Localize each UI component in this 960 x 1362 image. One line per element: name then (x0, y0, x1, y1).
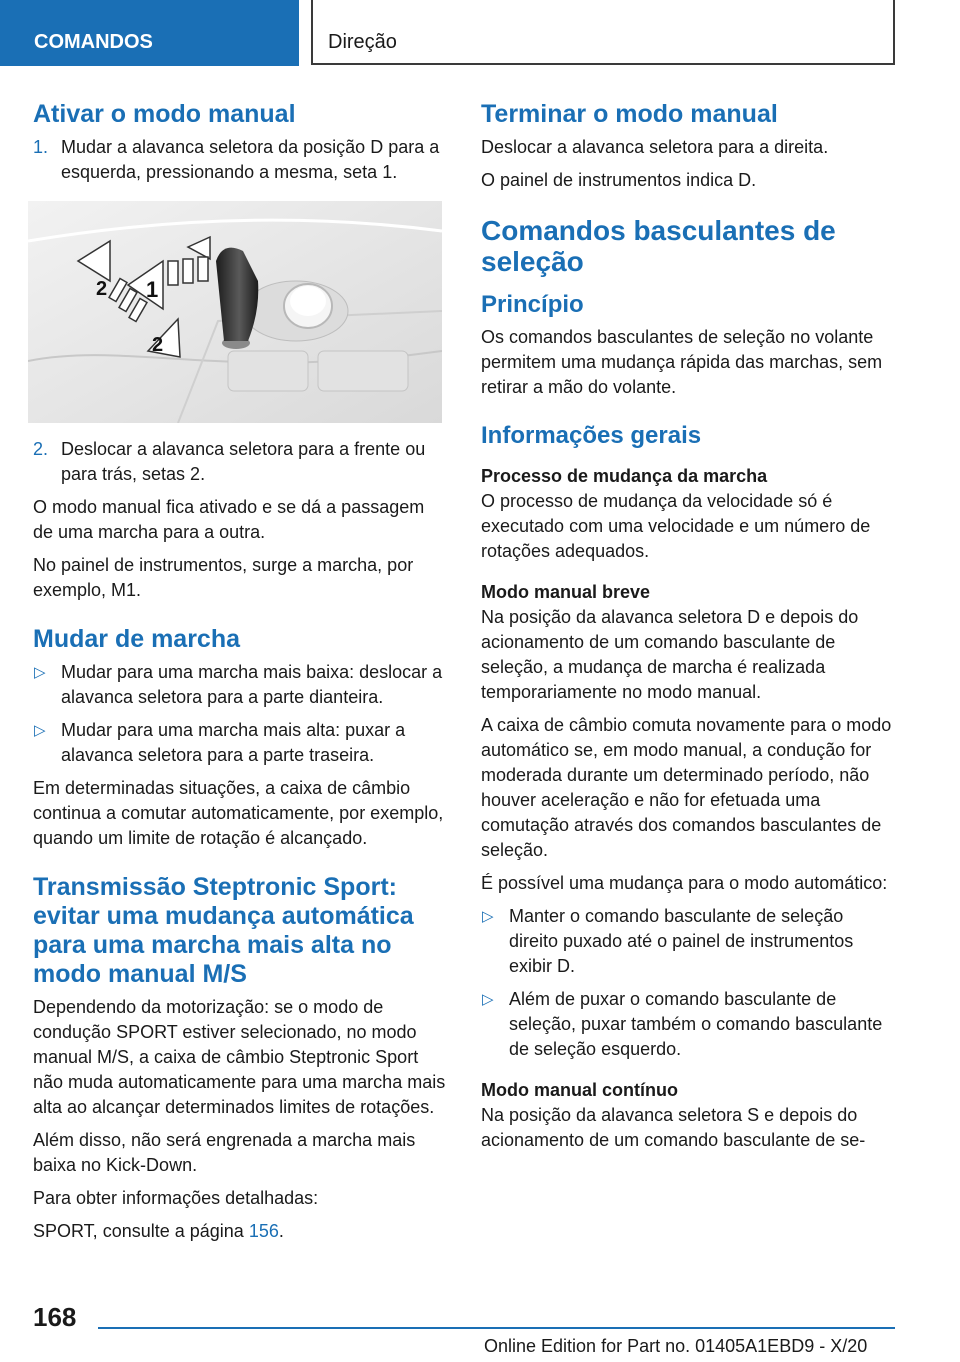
bullet-item (33, 718, 447, 768)
paragraph: Na posição da alavanca seletora D e depois do acionamento de um comando basculante de seleção, a mudança de marcha é realizada temporariamente no modo manual. (481, 607, 859, 702)
footer-edition: Online Edition for Part no. 01405A1EBD9 - X/20 (484, 1336, 868, 1356)
left-column (33, 100, 447, 1252)
gear-selector-illustration (28, 201, 442, 423)
step-2 (33, 437, 447, 487)
heading-transmissao-steptronic: Transmissão Steptronic Sport: evitar uma mudança automática para uma marcha mais alta no modo manual M/S (33, 873, 414, 988)
bullet-text: Manter o comando basculante de seleção direito puxado até o painel de instrumentos exibir D. (509, 906, 854, 976)
bullet-triangle-icon: ▷ (482, 991, 494, 1008)
paragraph: No painel de instrumentos, surge a marcha, por exemplo, M1. (33, 555, 414, 600)
heading-comandos-basculantes: Comandos basculantes de seleção (481, 215, 836, 277)
heading-terminar-modo-manual: Terminar o modo manual (481, 100, 778, 128)
section-tab: COMANDOS (0, 0, 299, 66)
figure-label-1: 1 (146, 277, 159, 302)
paragraph: Em determinadas situações, a caixa de câmbio continua a comutar automaticamente, por exemplo, quando um limite de rotação é alcançado. (33, 778, 444, 848)
subheading-modo-manual-breve: Modo manual breve (481, 582, 651, 602)
subheading-processo: Processo de mudança da marcha (481, 466, 768, 486)
page-link-156[interactable]: 156 (248, 1221, 279, 1241)
paragraph: A caixa de câmbio comuta novamente para o modo automático se, em modo manual, a condução for moderada durante um determinado período, não houver aceleração e não for efetuada uma comutação através dos comandos basculantes de seleção. (481, 715, 892, 860)
bullet-item (481, 987, 897, 1062)
heading-principio: Princípio (481, 291, 584, 318)
step-text: Mudar a alavanca seletora da posição D para a esquerda, pressionando a mesma, seta 1. (61, 137, 440, 182)
step-number: 2. (33, 439, 49, 459)
paragraph: O painel de instrumentos indica D. (481, 170, 757, 190)
bullet-item (481, 904, 897, 979)
chapter-title: Direção (311, 0, 895, 65)
paragraph: É possível uma mudança para o modo automático: (481, 873, 888, 893)
bullet-text: Mudar para uma marcha mais alta: puxar a alavanca seletora para a parte traseira. (61, 720, 406, 765)
paragraph: Na posição da alavanca seletora S e depois do acionamento de um comando basculante de se- (481, 1105, 866, 1150)
step-1 (33, 135, 447, 185)
paragraph: Além disso, não será engrenada a marcha mais baixa no Kick-Down. (33, 1130, 416, 1175)
bullet-text: Mudar para uma marcha mais baixa: deslocar a alavanca seletora para a parte dianteira. (61, 662, 443, 707)
heading-informacoes-gerais: Informações gerais (481, 422, 702, 449)
bullet-triangle-icon: ▷ (34, 664, 46, 681)
bullet-triangle-icon: ▷ (482, 908, 494, 925)
bullet-triangle-icon: ▷ (34, 722, 46, 739)
figure-label-2-bottom: 2 (152, 334, 164, 356)
step-text: Deslocar a alavanca seletora para a frente ou para trás, setas 2. (61, 439, 426, 484)
paragraph: Deslocar a alavanca seletora para a direita. (481, 137, 829, 157)
page-header (0, 0, 960, 66)
paragraph: O processo de mudança da velocidade só é executado com uma velocidade e um número de rotações adequados. (481, 491, 871, 561)
heading-mudar-de-marcha: Mudar de marcha (33, 625, 241, 653)
paragraph: Para obter informações detalhadas: (33, 1188, 319, 1208)
paragraph: O modo manual fica ativado e se dá a passagem de uma marcha para a outra. (33, 497, 425, 542)
step-number: 1. (33, 137, 49, 157)
page-number: 168 (33, 1302, 77, 1332)
bullet-text: Além de puxar o comando basculante de seleção, puxar também o comando basculante de seleção esquerdo. (509, 989, 883, 1059)
subheading-modo-manual-continuo: Modo manual contínuo (481, 1080, 678, 1100)
right-column (481, 100, 897, 1161)
paragraph: Os comandos basculantes de seleção no volante permitem uma mudança rápida das marchas, sem retirar a mão do volante. (481, 327, 883, 397)
figure-label-2-top: 2 (96, 278, 108, 300)
bullet-item (33, 660, 447, 710)
paragraph: Dependendo da motorização: se o modo de condução SPORT estiver selecionado, no modo manual M/S, a caixa de câmbio Steptronic Sport não muda automaticamente para uma marcha mais alta ao alcançar determinados limites de rotações. (33, 997, 446, 1117)
heading-ativar-modo-manual: Ativar o modo manual (33, 100, 296, 128)
paragraph-reference: SPORT, consulte a página 156. (33, 1221, 284, 1241)
footer-divider (98, 1327, 895, 1329)
